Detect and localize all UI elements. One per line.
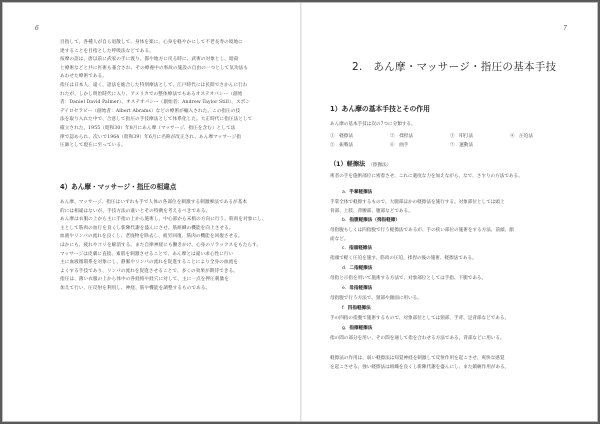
- paragraph: [60, 216, 276, 250]
- item-marker: a.: [342, 190, 347, 195]
- intro-text: あん摩の基本手技は次の7つに分類する。: [330, 122, 416, 127]
- technique-item: ⑤ 振戦法: [330, 143, 353, 148]
- left-page-number: 6: [35, 25, 39, 32]
- text-line: 指頭で軽く圧迫を施す。筋肉の圧迫、揉捏の後の施術、軽擦法である。: [330, 256, 477, 261]
- paragraph: [330, 255, 570, 264]
- technique-item: ⑥ 曲手: [390, 143, 409, 148]
- text-line: 母指腹で行う方法で、頸部や顔面に用いる。: [330, 296, 422, 301]
- technique-heading: [342, 189, 372, 195]
- text-line: 指圧は、薄い衣服の上から体中の各経絡や経穴に対して、主に一点を押圧刺激を: [60, 277, 229, 283]
- text-line: あん摩、マッサージ、指圧はいずれも手で人体の各部位を刺激する刺激療法であるが基本: [60, 200, 248, 205]
- item-marker: f.: [342, 306, 345, 311]
- subheading-basic-techniques: 1）あん摩の基本手技とその作用: [330, 105, 430, 113]
- techniques-row: [330, 133, 570, 142]
- left-body-top: [60, 39, 276, 151]
- chapter-title: 2. あん摩・マッサージ・指圧の基本手技: [352, 61, 557, 73]
- right-page-number: 7: [563, 25, 567, 32]
- item-marker: e.: [342, 286, 347, 291]
- item-marker: d.: [342, 266, 347, 271]
- text-line: を起こさせる。強い軽擦法は組織を良くし新陳代謝を盛んにし、また鎮痛作用がある。: [330, 364, 510, 370]
- subheading-text: （1）軽擦法: [330, 161, 366, 168]
- item-title: 指頭軽擦法: [349, 246, 372, 251]
- text-line: マッサージは皮膚に直接、素肌を刺激させることで、あん摩とは違い求心性に行い: [60, 251, 234, 257]
- paragraph: [60, 56, 276, 82]
- section-heading: 4）あん摩・マッサージ・指圧の相違点: [60, 183, 177, 191]
- item-marker: c.: [342, 246, 346, 251]
- text-line: れたが、しかし明治時代に入り、アメリカでの整体療法でもあるオステオパシー（創始: [60, 91, 243, 97]
- item-title: 指擦軽擦法: [349, 326, 373, 331]
- paragraph: [330, 295, 570, 304]
- technique-item: ① 軽擦法: [330, 134, 353, 139]
- item-marker: g.: [342, 326, 347, 331]
- item-title: 四指軽擦法: [347, 306, 371, 311]
- text-line: 主に血液循環系を対象にし、静脈やリンパの流れを促進することにより全身の血流を: [60, 260, 239, 266]
- text-line: 手掌全体で軽擦するもので、大腿部ほかの軽擦法を施行する。対象部位としては頭上: [330, 200, 505, 205]
- item-title: 指腹軽擦法（拇指軽擦）: [349, 218, 400, 223]
- text-line: 的には相違はないが、手技方法の違いとその特徴を考えるべきである。: [60, 208, 211, 214]
- text-line: 母指腹もしくは四指腹で行う軽擦法であるが、手の狭い部位の施術をする方法、前頭、顔: [330, 228, 514, 233]
- technique-heading: [342, 285, 372, 291]
- text-line: 母指と示指を用いて施術する方法で、対象部位としては手指、下腿である。: [330, 276, 487, 281]
- text-line: ほかにも、疲れやコリを解消する。また自律神経にも働きかけ、心身のリラックスをもたらす。: [60, 242, 262, 248]
- technique-heading: [342, 265, 372, 271]
- techniques-list: [330, 133, 570, 151]
- technique-item: [510, 142, 570, 151]
- paragraph: [330, 227, 570, 244]
- text-line: 法を取り入れた中で、合意して指圧の手技療法として体系化した。大正時代に指圧法として: [60, 117, 253, 123]
- text-line: 目指して、各種人が自ら退散して、身体を楽に、心身を軽やかにして不老長寿の境地に: [60, 40, 243, 45]
- text-line: 指の間の部分を用い、その間を通して指を合わせる方法である。背部などに用いる。: [330, 336, 505, 341]
- text-line: 血液やリンパの流れを良くし、老廃物を除去し、疲労回復、筋肉の機能を回復させる。: [60, 234, 243, 240]
- technique-heading: [342, 245, 372, 251]
- text-line: 圧師として現在に至っている。: [60, 143, 126, 149]
- paragraph: [330, 173, 570, 182]
- paragraph: [60, 199, 276, 216]
- text-line: 手の四指の指腹で施術するもので、対象部位としては頸部、手背、足背部などである。: [330, 316, 510, 321]
- technique-item: ② 揉捏法: [390, 134, 413, 139]
- text-line: 主として筋肉の血行を良くし新陳代謝を盛んにさせ、筋組織の機能を向上させる。: [60, 225, 234, 231]
- left-body-bottom: [60, 199, 276, 294]
- techniques-row: [330, 142, 570, 151]
- text-line: あん摩は衣服の上から主に手指の上から施術し、中心部から末梢の方向に行う。筋肉を対象にし、: [60, 217, 267, 223]
- paragraph: [60, 251, 276, 277]
- paragraph: [60, 276, 276, 293]
- paragraph: [60, 39, 276, 56]
- text-line: 指圧は日本人、遠く、語法を総合した特別療法として、江戸時代には民間でさかんに行わ: [60, 82, 248, 88]
- text-line: 加えて行い、圧反射を利用し、神経、筋や機能を調整するものである。: [60, 285, 211, 291]
- technique-item: ⑦ 運動法: [450, 143, 473, 148]
- right-page: [302, 3, 597, 421]
- text-line: と療術などと共に医術も兼合され、その療養中の事故の施設の自由の一つとして気功法も: [60, 65, 249, 71]
- item-marker: b.: [342, 218, 347, 223]
- text-line: 軽擦法の作用は、弱い軽擦法は知覚神経を刺激して反射作用を起こさせ、爽快な感覚: [330, 356, 505, 361]
- paragraph: [60, 82, 276, 151]
- text-line: 按摩の語は、唐以前に武家の手に渡り、都や地方に戻る時に、武術の対象とし、暗殺: [60, 57, 239, 63]
- text-line: 達することを目指とした呼吸法などである。: [60, 48, 154, 54]
- paragraph: [330, 275, 570, 284]
- item-title: 手掌軽擦法: [349, 190, 373, 195]
- text-line: よくする手技であり、リンパの流れを促進させることで、多くの効果が期待できる。: [60, 268, 238, 274]
- technique-heading: [342, 305, 371, 311]
- text-line: 面など。: [330, 236, 349, 242]
- technique-heading: [342, 217, 400, 223]
- subheading-note: （擦撫法）: [368, 163, 392, 168]
- text-line: 律で認められ、次いで1964（昭和39）年6月に名称が改正され、あん摩マッサージ指: [60, 134, 242, 140]
- text-line: デイロセラピー（創始者：Albert Abrams）などの療術が輸入された。この指圧の技: [60, 108, 241, 114]
- subheading-light-stroke: [330, 159, 391, 168]
- technique-item: ④ 圧迫法: [510, 134, 533, 139]
- book-spread: [2, 2, 598, 422]
- left-page: [3, 3, 300, 421]
- closing-paragraph: [330, 355, 570, 372]
- item-title: 母指軽擦法: [349, 286, 373, 291]
- text-line: あわせた療術である。: [60, 74, 107, 80]
- paragraph: [330, 199, 570, 216]
- text-line: 術者の手を施術部位に密着させ、これに適度な力を加えながら、なで、さすりの方法である。: [330, 174, 523, 179]
- text-line: 者：Daniel David Palmer）、オステオパシー（創始者：Andrew Taylor Still）、スポン: [60, 100, 251, 106]
- technique-heading: [342, 325, 372, 331]
- technique-item: ③ 叩打法: [450, 134, 473, 139]
- text-line: 確立された。1955（昭和30）年8月にあん摩（マッサージ、指圧を含む）として法: [60, 125, 236, 131]
- text-line: 背部、上肢、背腰部、腹部などである。: [330, 208, 413, 214]
- paragraph: [330, 335, 570, 344]
- paragraph: [330, 315, 570, 324]
- item-title: 二指軽擦法: [349, 266, 373, 271]
